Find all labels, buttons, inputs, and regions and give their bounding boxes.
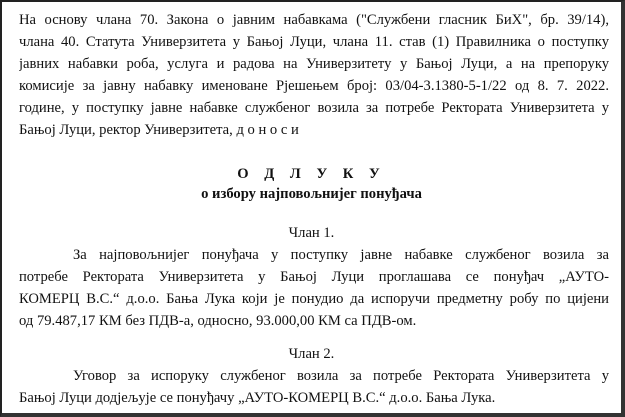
article-1-line-4: од 79.487,17 КМ без ПДВ-а, односно, 93.000,00 КМ са ПДВ-ом. xyxy=(19,313,417,329)
article-1-line-2: потребе Ректората Универзитета у Бањој Луци проглашава се понуђач „АУТО- xyxy=(19,269,609,285)
preamble-line-2: члана 40. Статута Универзитета у Бањој Луци, члана 11. став (1) Правилника о поступку xyxy=(19,34,609,50)
preamble-line-5: године, у поступку јавне набавке службеног возила за потребе Ректората Универзитета у xyxy=(19,100,609,116)
article-1-line-1: За најповољнијег понуђача у поступку јавне набавке службеног возила за xyxy=(73,247,609,263)
article-2-heading: Члан 2. xyxy=(288,346,335,362)
article-2-line-2: Бањој Луци додјељује се понуђачу „АУТО-КОМЕРЦ В.С.“ д.о.о. Бања Лука. xyxy=(19,390,496,406)
preamble-line-6: Бањој Луци, ректор Универзитета, д о н о с и xyxy=(19,122,299,138)
article-1-line-3: КОМЕРЦ В.С.“ д.о.о. Бања Лука који је понудио да испоручи предметну робу по цијени xyxy=(19,291,609,307)
article-2-line-1: Уговор за испоруку службеног возила за потребе Ректората Универзитета у xyxy=(73,368,609,384)
decision-subtitle: о избору најповољнијег понуђача xyxy=(201,186,422,202)
preamble-line-4: комисије за јавну набавку именоване Рјешењем број: 03/04-3.1380-5-1/22 од 8. 7. 2022. xyxy=(19,78,609,94)
article-1-heading: Члан 1. xyxy=(288,225,335,241)
preamble-line-3: јавних набавки роба, услуга и радова на Универзитету у Бањој Луци, а на препоруку xyxy=(19,56,609,72)
decision-title: О Д Л У К У xyxy=(237,166,386,182)
preamble-line-1: На основу члана 70. Закона о јавним набавкама ("Службени гласник БиХ", бр. 39/14), xyxy=(19,12,609,28)
